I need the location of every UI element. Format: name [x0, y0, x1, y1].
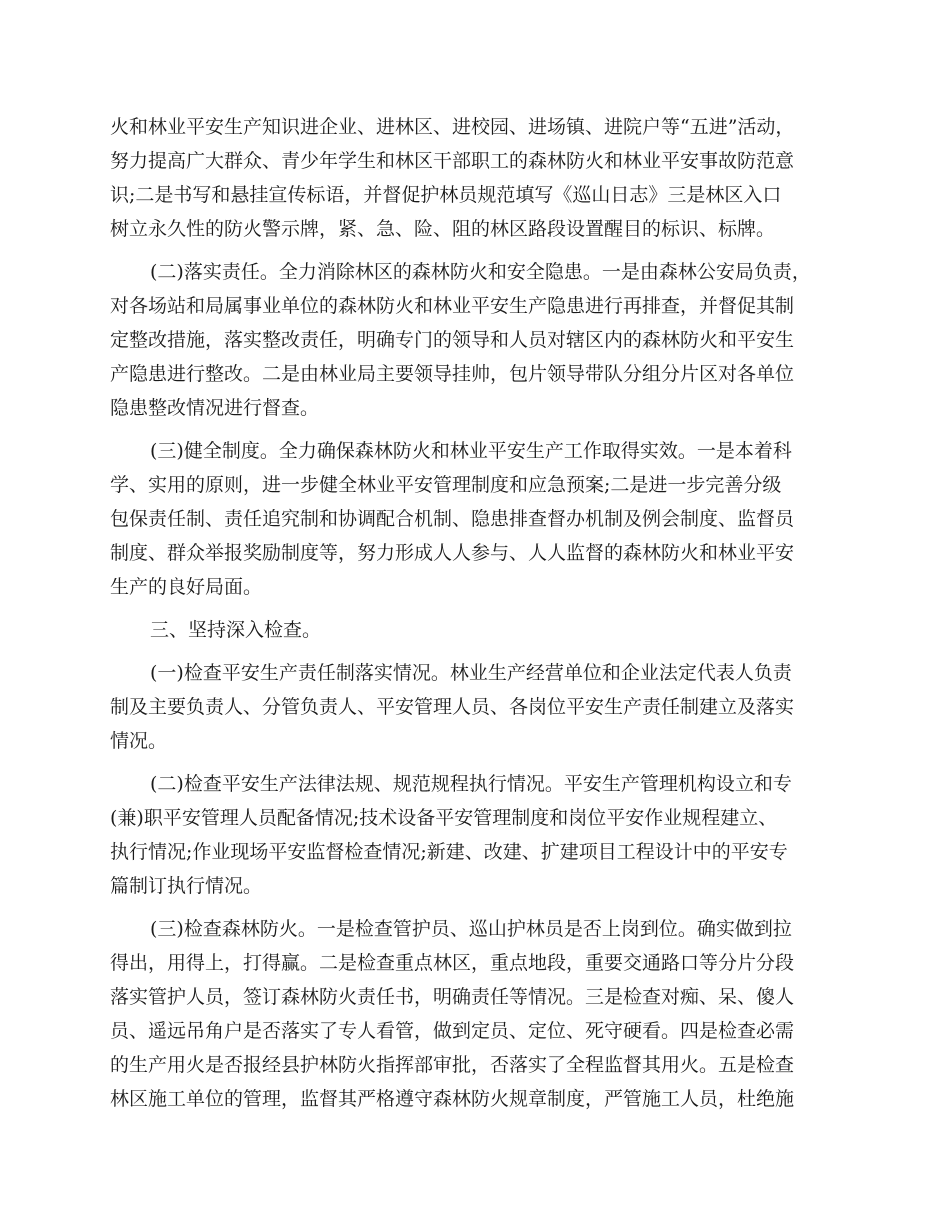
- text-line: 树立永久性的防火警示牌，紧、急、险、阻的林区路段设置醒目的标识、标牌。: [110, 218, 776, 240]
- text-line: 情况。: [110, 730, 168, 752]
- text-line: 隐患整改情况进行督查。: [110, 397, 320, 419]
- paragraph: [110, 767, 840, 903]
- text-line: 三、坚持深入检查。: [150, 619, 322, 641]
- text-line: 包保责任制、责任追究制和协调配合机制、隐患排查督办机制及例会制度、监督员: [110, 508, 795, 530]
- text-line: (三)健全制度。全力确保森林防火和林业平安生产工作取得实效。一是本着科: [150, 440, 792, 462]
- text-line: (三)检查森林防火。一是检查管护员、巡山护林员是否上岗到位。确实做到拉: [150, 918, 792, 940]
- text-line: 的生产用火是否报经县护林防火指挥部审批，否落实了全程监督其用火。五是检查: [110, 1054, 795, 1076]
- paragraph: [110, 434, 840, 604]
- text-line: (一)检查平安生产责任制落实情况。林业生产经营单位和企业法定代表人负责: [150, 662, 792, 684]
- text-line: 定整改措施，落实整改责任，明确专门的领导和人员对辖区内的森林防火和平安生: [110, 329, 795, 351]
- text-line: 得出，用得上，打得赢。二是检查重点林区，重点地段，重要交通路口等分片分段: [110, 952, 795, 974]
- section-heading: [110, 613, 840, 647]
- text-line: (二)落实责任。全力消除林区的森林防火和安全隐患。一是由森林公安局负责，: [150, 261, 811, 283]
- text-line: 努力提高广大群众、青少年学生和林区干部职工的森林防火和林业平安事故防范意: [110, 150, 795, 172]
- document-body: [110, 110, 840, 1116]
- text-line: 制度、群众举报奖励制度等，努力形成人人参与、人人监督的森林防火和林业平安: [110, 542, 795, 564]
- text-line: 篇制订执行情况。: [110, 875, 263, 897]
- text-line: 制及主要负责人、分管负责人、平安管理人员、各岗位平安生产责任制建立及落实: [110, 696, 795, 718]
- text-line: 学、实用的原则，进一步健全林业平安管理制度和应急预案;二是进一步完善分级: [110, 474, 782, 496]
- text-line: 对各场站和局属事业单位的森林防火和林业平安生产隐患进行再排查，并督促其制: [110, 295, 795, 317]
- text-line: (二)检查平安生产法律法规、规范规程执行情况。平安生产管理机构设立和专: [150, 773, 792, 795]
- text-line: (兼)职平安管理人员配备情况;技术设备平安管理制度和岗位平安作业规程建立、: [110, 807, 778, 829]
- paragraph: [110, 255, 840, 425]
- text-line: 落实管护人员，签订森林防火责任书，明确责任等情况。三是检查对痴、呆、傻人: [110, 986, 795, 1008]
- text-line: 员、遥远吊角户是否落实了专人看管，做到定员、定位、死守硬看。四是检查必需: [110, 1020, 795, 1042]
- text-line: 产隐患进行整改。二是由林业局主要领导挂帅，包片领导带队分组分片区对各单位: [110, 363, 795, 385]
- paragraph: [110, 656, 840, 758]
- text-line: 执行情况;作业现场平安监督检查情况;新建、改建、扩建项目工程设计中的平安专: [110, 841, 788, 863]
- text-line: 生产的良好局面。: [110, 576, 263, 598]
- text-line: 火和林业平安生产知识进企业、进林区、进校园、进场镇、进院户等“五进”活动，: [110, 116, 795, 138]
- text-line: 林区施工单位的管理，监督其严格遵守森林防火规章制度，严管施工人员，杜绝施: [110, 1088, 795, 1110]
- paragraph: [110, 912, 840, 1116]
- text-line: 识;二是书写和悬挂宣传标语，并督促护林员规范填写《巡山日志》三是林区入口: [110, 184, 782, 206]
- paragraph: [110, 110, 840, 246]
